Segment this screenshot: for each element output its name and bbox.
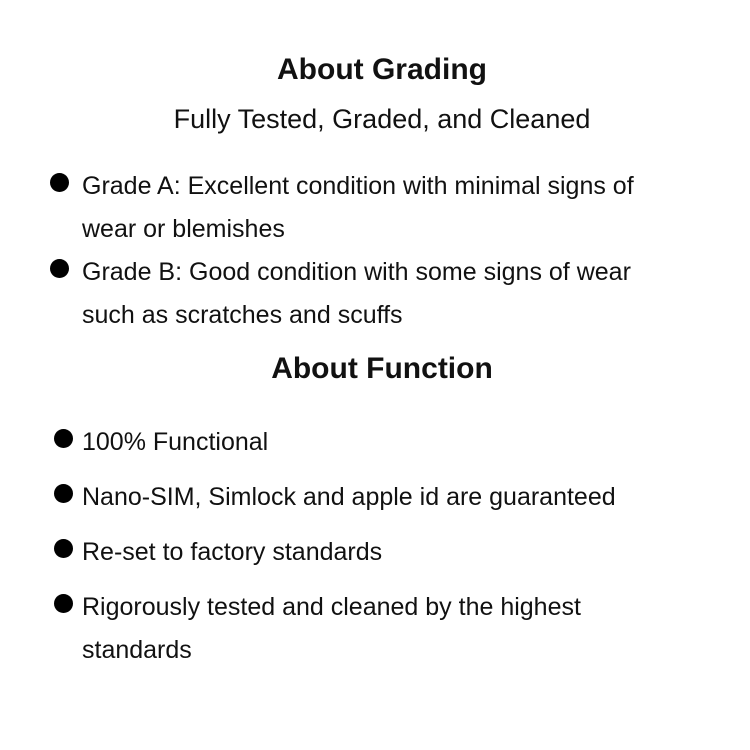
bullet-icon — [50, 259, 69, 278]
list-item — [50, 165, 662, 251]
list-item-text: 100% Functional — [82, 428, 269, 456]
bullet-icon — [54, 484, 73, 503]
list-item — [54, 476, 662, 519]
bullet-icon — [54, 594, 73, 613]
bullet-icon — [50, 173, 69, 192]
bullet-icon — [54, 539, 73, 558]
list-item — [54, 531, 662, 574]
list-item-text: Rigorously tested and cleaned by the highest standards — [82, 593, 581, 664]
section-subtitle-grading: Fully Tested, Graded, and Cleaned — [173, 104, 591, 134]
list-item-text: Nano-SIM, Simlock and apple id are guaranteed — [82, 483, 616, 511]
list-item — [54, 421, 662, 464]
list-item — [50, 251, 662, 337]
list-item-text: Grade A: Excellent condition with minimal signs of wear or blemishes — [82, 172, 634, 243]
list-item-text: Re-set to factory standards — [82, 538, 383, 566]
function-list — [54, 421, 662, 684]
section-title-grading: About Grading — [277, 53, 487, 86]
bullet-icon — [54, 429, 73, 448]
grading-list — [50, 165, 662, 337]
list-item — [54, 586, 662, 672]
section-title-function: About Function — [271, 352, 493, 385]
list-item-text: Grade B: Good condition with some signs of wear such as scratches and scuffs — [82, 258, 631, 329]
